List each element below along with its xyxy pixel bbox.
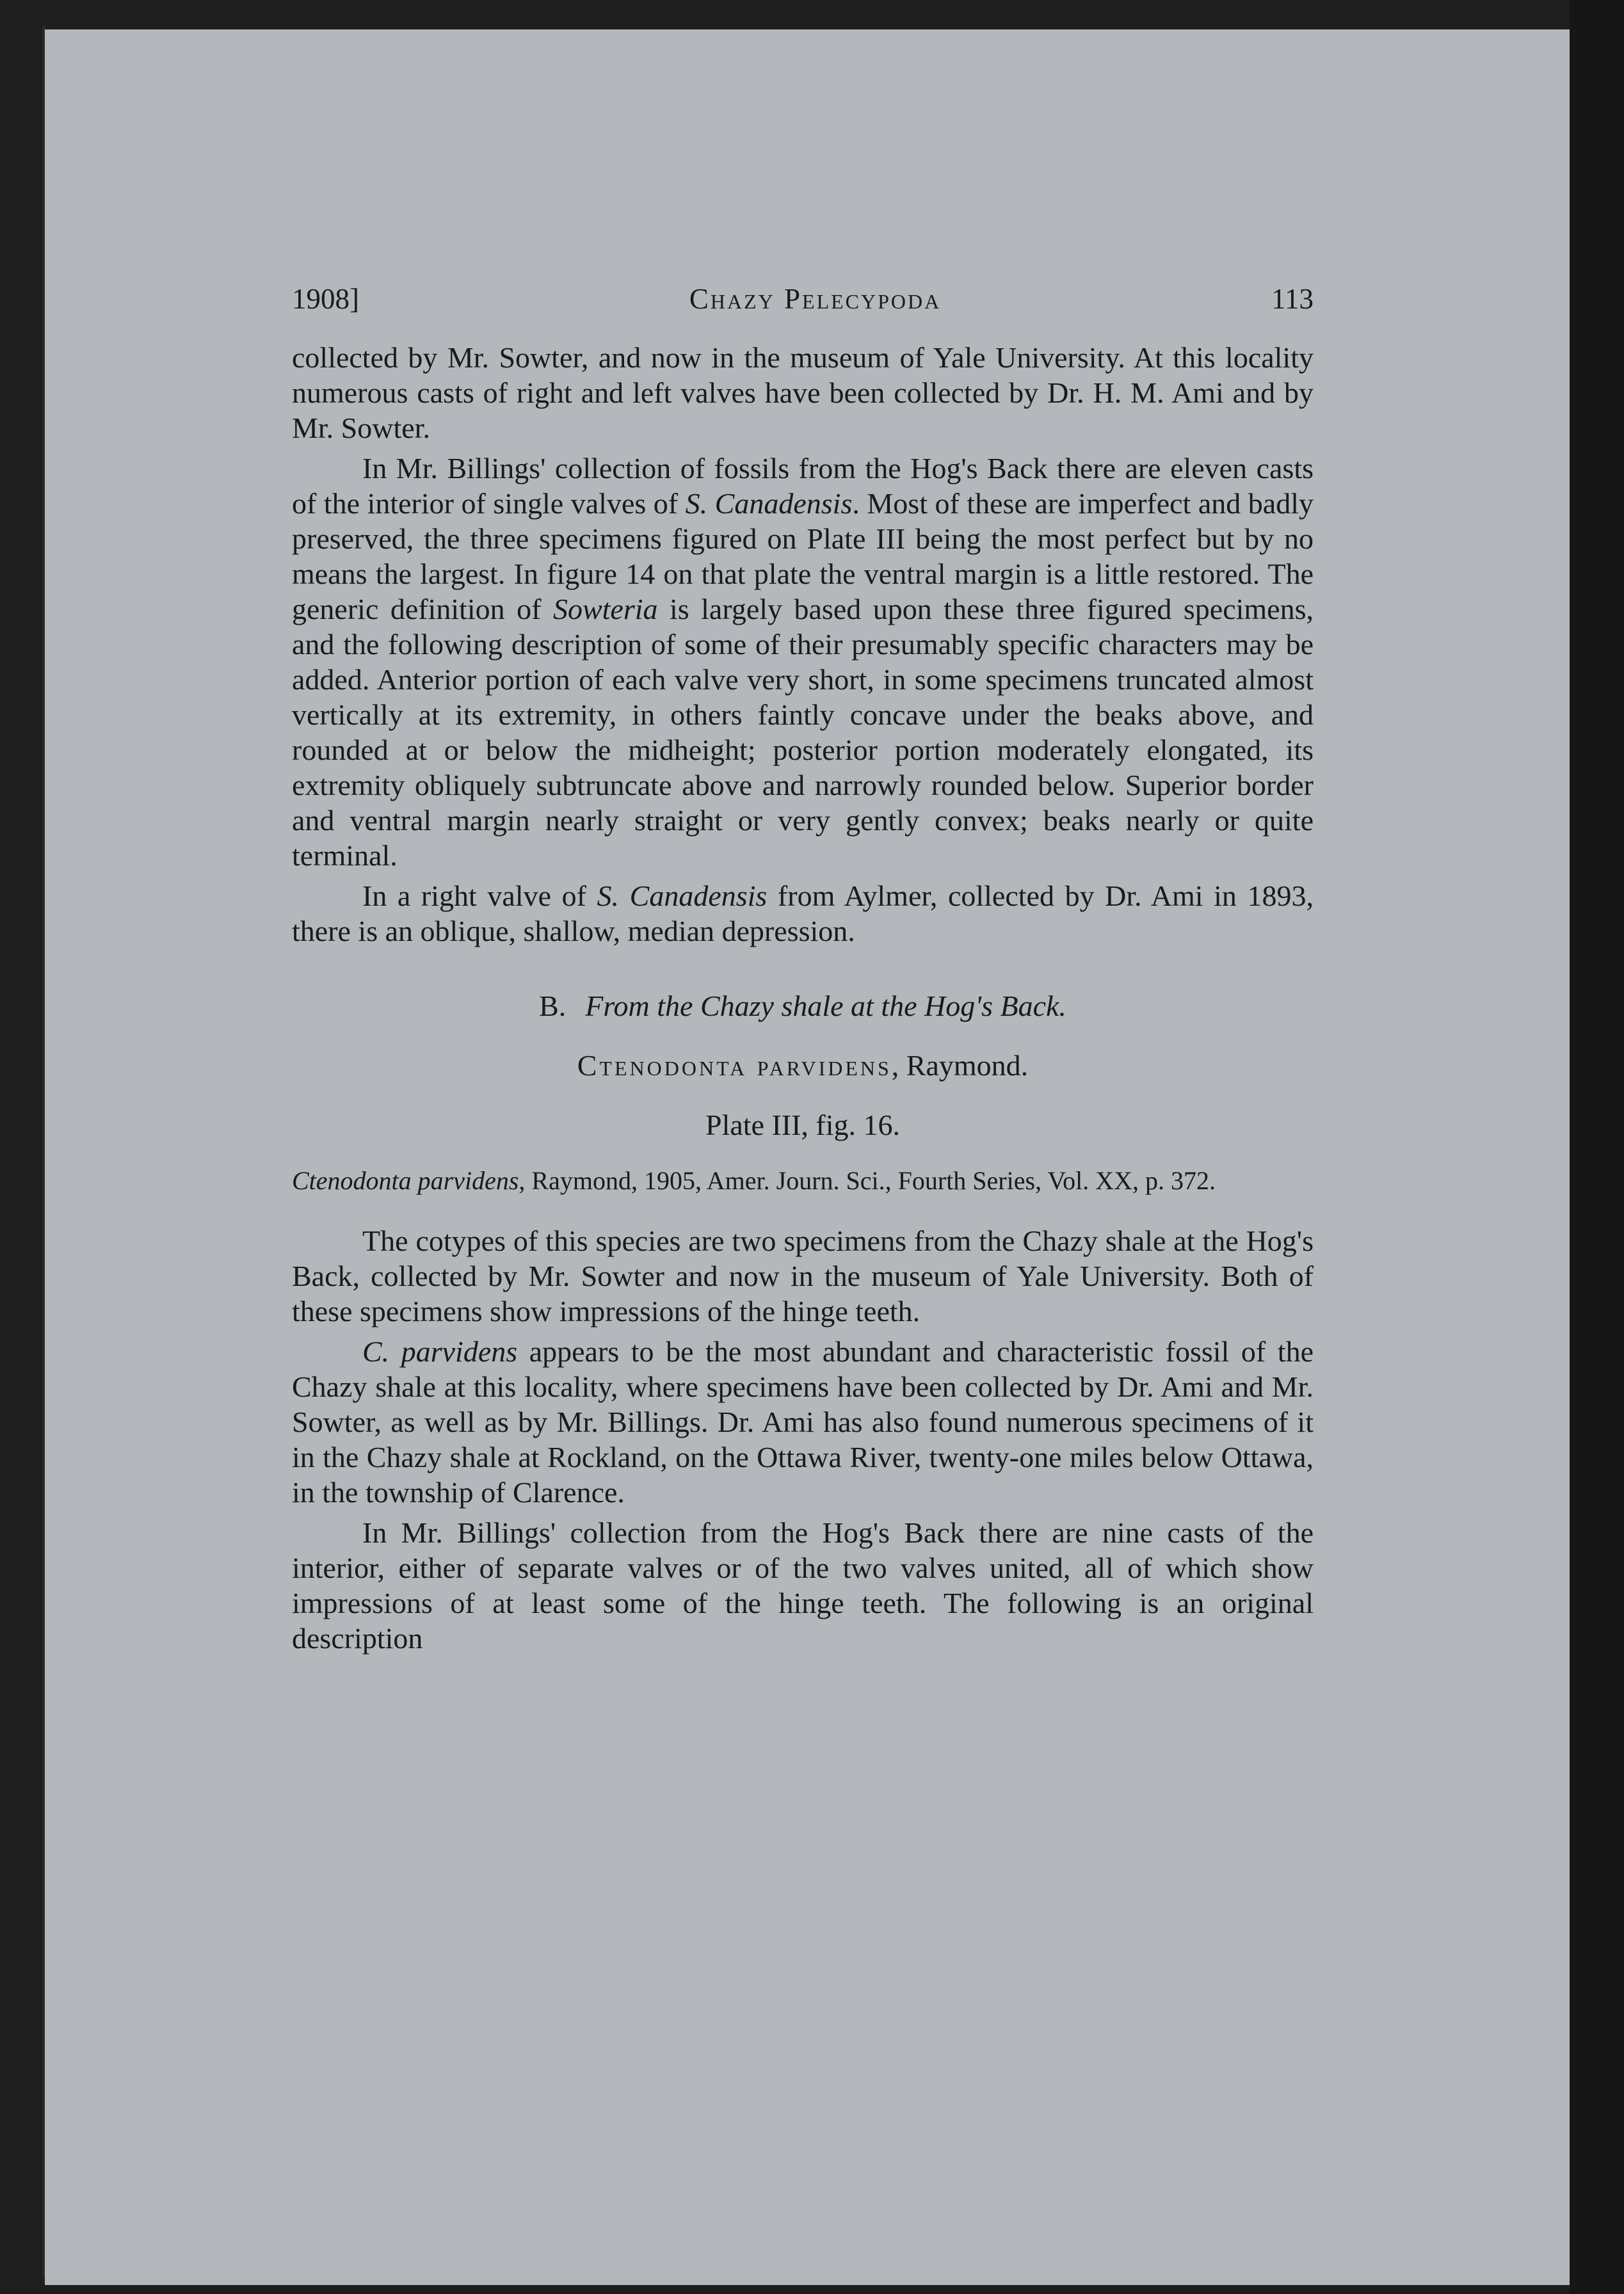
paragraph-4: [292, 1223, 1314, 1329]
section-heading-text: From the Chazy shale at the Hog's Back.: [585, 990, 1066, 1022]
taxon-name: S. Canadensis: [597, 879, 768, 912]
running-head-year: 1908]: [292, 283, 359, 315]
page-number: 113: [1271, 283, 1314, 315]
paragraph-1: [292, 340, 1314, 445]
species-name: Ctenodonta parvidens: [577, 1049, 892, 1082]
plate-reference: Plate III, fig. 16.: [705, 1109, 901, 1141]
page-edge-shadow-right: [1570, 0, 1624, 2294]
paragraph-5-text: appears to be the most abundant and characteristic fossil of the Chazy shale at this locality, where specimens have been collected by Dr. Ami and Mr. Sowter, as well as by Mr. Billings. Dr. Ami has also found numerous specimens of it in the Chazy shale at Rockland, on the Ottawa River, twenty-one miles below Ottawa, in the township of Clarence.: [292, 1335, 1314, 1509]
synonymy-citation: [292, 1164, 1314, 1198]
taxon-name: S. Canadensis: [685, 487, 853, 520]
paragraph-2-text-c: is largely based upon these three figured specimens, and the following description of some of their presumably specific characters may be added. Anterior portion of each valve very short, in some specimens truncated almost vertically at its extremity, in others faintly concave under the beaks above, and rounded at or below the midheight; posterior portion moderately elongated, its extremity obliquely subtruncate above and narrowly rounded below. Superior border and ventral margin nearly straight or very gently convex; beaks nearly or quite terminal.: [292, 593, 1314, 872]
page-text: [292, 282, 1314, 1656]
paragraph-1-text: collected by Mr. Sowter, and now in the museum of Yale University. At this locality numerous casts of right and left valves have been collected by Dr. H. M. Ami and by Mr. Sowter.: [292, 341, 1314, 444]
paragraph-6-text: In Mr. Billings' collection from the Hog's Back there are nine casts of the interior, either of separate valves or of the two valves united, all of which show impressions of at least some of the hinge teeth. The following is an original description: [292, 1516, 1314, 1655]
section-letter: B.: [539, 990, 567, 1022]
paragraph-3-text-a: In a right valve of: [362, 879, 597, 912]
species-author: , Raymond.: [891, 1049, 1029, 1082]
taxon-name: Sowteria: [552, 593, 658, 625]
synonymy-taxon: Ctenodonta parvidens: [292, 1166, 519, 1195]
paragraph-4-text: The cotypes of this species are two specimens from the Chazy shale at the Hog's Back, collected by Mr. Sowter and now in the museum of Yale University. Both of these specimens show impressions of the hinge teeth.: [292, 1224, 1314, 1327]
section-heading: [292, 988, 1314, 1023]
paragraph-2-text-b: . Most of these are imperfect and badly preserved, the three specimens figured on Plate III being the most perfect but by no means the largest. In figure 14 on that plate the ventral margin is a little restored. The generic definition of: [292, 487, 1314, 625]
paragraph-5: [292, 1334, 1314, 1510]
paragraph-3-text-b: from Aylmer, collected by Dr. Ami in 1893, there is an oblique, shallow, median depression.: [292, 879, 1314, 947]
taxon-name: C. parvidens: [362, 1335, 518, 1368]
paragraph-2: [292, 451, 1314, 873]
running-head: [292, 282, 1314, 317]
species-heading: [292, 1048, 1314, 1083]
paragraph-2-text-a: In Mr. Billings' collection of fossils from the Hog's Back there are eleven casts of the interior of single valves of: [292, 452, 1314, 520]
paragraph-6: [292, 1515, 1314, 1656]
paragraph-3: [292, 878, 1314, 949]
running-head-title: Chazy Pelecypoda: [689, 283, 942, 315]
synonymy-citation-text: , Raymond, 1905, Amer. Journ. Sci., Fourth Series, Vol. XX, p. 372.: [519, 1166, 1216, 1195]
